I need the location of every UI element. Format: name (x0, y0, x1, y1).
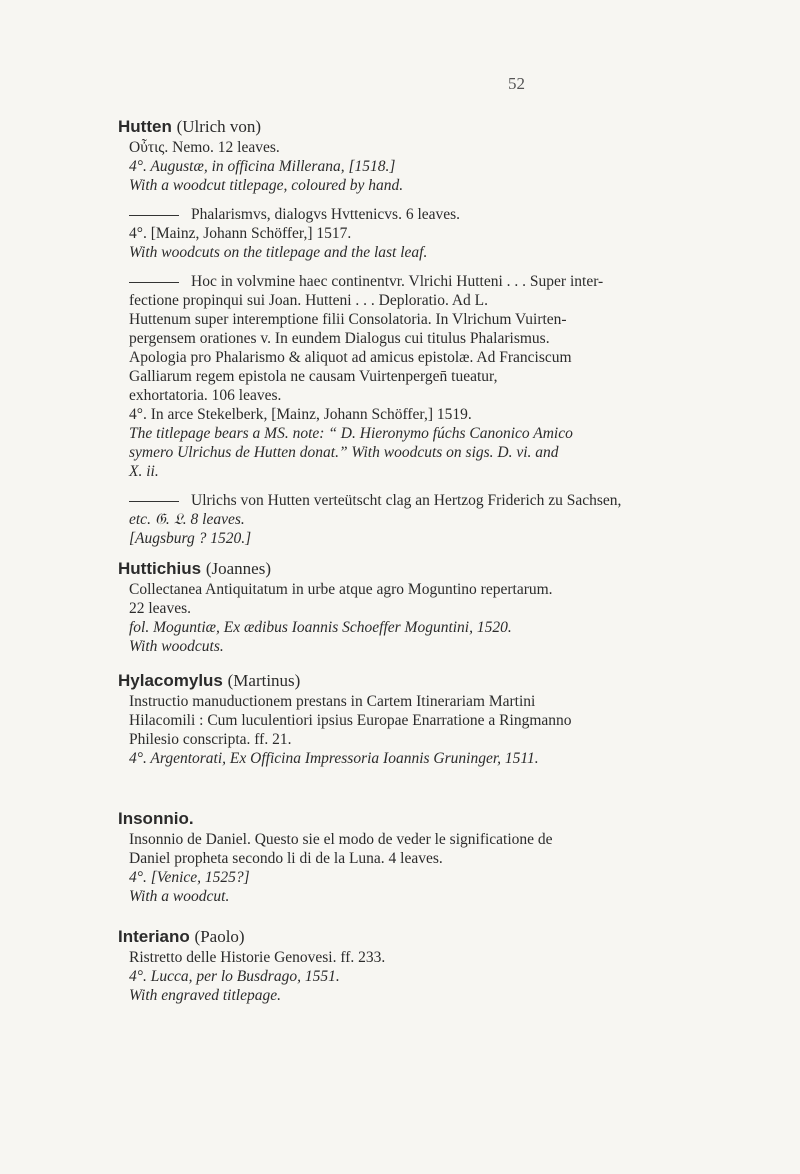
note-line: With a woodcut titlepage, coloured by hand. (129, 177, 404, 194)
imprint-line: fol. Moguntiæ, Ex ædibus Ioannis Schoeffer Moguntini, 1520. (129, 619, 512, 636)
title-line: Ulrichs von Hutten verteütscht clag an Hertzog Friderich zu Sachsen, (191, 492, 622, 509)
title-line: Hilacomili : Cum luculentiori ipsius Europae Enarratione a Ringmanno (129, 712, 572, 729)
entry-huttichius (118, 558, 748, 656)
imprint-line: [Augsburg ? 1520.] (129, 530, 252, 547)
record-nemo (118, 138, 748, 195)
note-line: With engraved titlepage. (129, 987, 281, 1004)
title-line: Huttenum super interemptione filii Consolatoria. In Vlrichum Vuirten- (129, 311, 567, 328)
note-line: symero Ulrichus de Hutten donat.” With woodcuts on sigs. D. vi. and (129, 444, 559, 461)
entry-hylacomylus (118, 670, 748, 768)
author-heading: Interiano (118, 927, 190, 946)
title-line: exhortatoria. 106 leaves. (129, 387, 282, 404)
author-forename: (Joannes) (205, 559, 271, 578)
author-heading: Insonnio. (118, 809, 194, 828)
author-heading: Hutten (118, 117, 172, 136)
title-line: Daniel propheta secondo li di de la Luna. 4 leaves. (129, 850, 443, 867)
imprint-line: 4°. Augustæ, in officina Millerana, [1518.] (129, 158, 396, 175)
author-forename: (Ulrich von) (176, 117, 262, 136)
imprint-line: 4°. Argentorati, Ex Officina Impressoria Ioannis Gruninger, 1511. (129, 750, 539, 767)
title-line: Οὖτις. Nemo. 12 leaves. (129, 139, 280, 156)
title-line: Apologia pro Phalarismo & aliquot ad amicus epistolæ. Ad Franciscum (129, 349, 572, 366)
title-line: 22 leaves. (129, 600, 191, 617)
catalogue-page (118, 116, 748, 1005)
imprint-line: 4°. Lucca, per lo Busdrago, 1551. (129, 968, 340, 985)
entry-insonnio (118, 808, 748, 906)
title-line: Galliarum regem epistola ne causam Vuirtenpergen̄ tueatur, (129, 368, 498, 385)
title-line: fectione propinqui sui Joan. Hutteni . . . Deploratio. Ad L. (129, 292, 489, 309)
imprint-line: 4°. [Mainz, Johann Schöffer,] 1517. (129, 225, 352, 242)
title-line: Philesio conscripta. ff. 21. (129, 731, 292, 748)
record-insonnio (118, 830, 748, 906)
record-collectanea (118, 580, 748, 656)
note-line: With a woodcut. (129, 888, 230, 905)
author-forename: (Paolo) (194, 927, 245, 946)
note-line: With woodcuts on the titlepage and the last leaf. (129, 244, 428, 261)
ditto-dash (129, 282, 179, 283)
record-phalarismus (118, 205, 748, 262)
title-line: pergensem orationes v. In eundem Dialogus cui titulus Phalarismus. (129, 330, 550, 347)
record-instructio (118, 692, 748, 768)
ditto-dash (129, 501, 179, 502)
entry-hutten (118, 116, 748, 548)
record-ristretto (118, 948, 748, 1005)
author-heading: Hylacomylus (118, 671, 223, 690)
note-line: X. ii. (129, 463, 159, 480)
title-line: Hoc in volvmine haec continentvr. Vlrichi Hutteni . . . Super inter- (191, 273, 604, 290)
note-line: With woodcuts. (129, 638, 224, 655)
title-line: Collectanea Antiquitatum in urbe atque agro Moguntino repertarum. (129, 581, 553, 598)
ditto-dash (129, 215, 179, 216)
title-line: Instructio manuductionem prestans in Cartem Itinerariam Martini (129, 693, 536, 710)
title-line: etc. 𝔊. 𝔏. 8 leaves. (129, 511, 245, 528)
page-number: 52 (508, 74, 525, 93)
imprint-line: 4°. In arce Stekelberk, [Mainz, Johann Schöffer,] 1519. (129, 406, 472, 423)
title-line: Insonnio de Daniel. Questo sie el modo de veder le significatione de (129, 831, 553, 848)
author-forename: (Martinus) (227, 671, 301, 690)
entry-interiano (118, 926, 748, 1005)
note-line: The titlepage bears a MS. note: “ D. Hieronymo fúchs Canonico Amico (129, 425, 573, 442)
imprint-line: 4°. [Venice, 1525?] (129, 869, 250, 886)
author-heading: Huttichius (118, 559, 202, 578)
title-line: Ristretto delle Historie Genovesi. ff. 233. (129, 949, 386, 966)
record-hoc-in-volumine (118, 272, 748, 481)
record-verteutscht-clag (118, 491, 748, 548)
title-line: Phalarismvs, dialogvs Hvttenicvs. 6 leaves. (191, 206, 461, 223)
